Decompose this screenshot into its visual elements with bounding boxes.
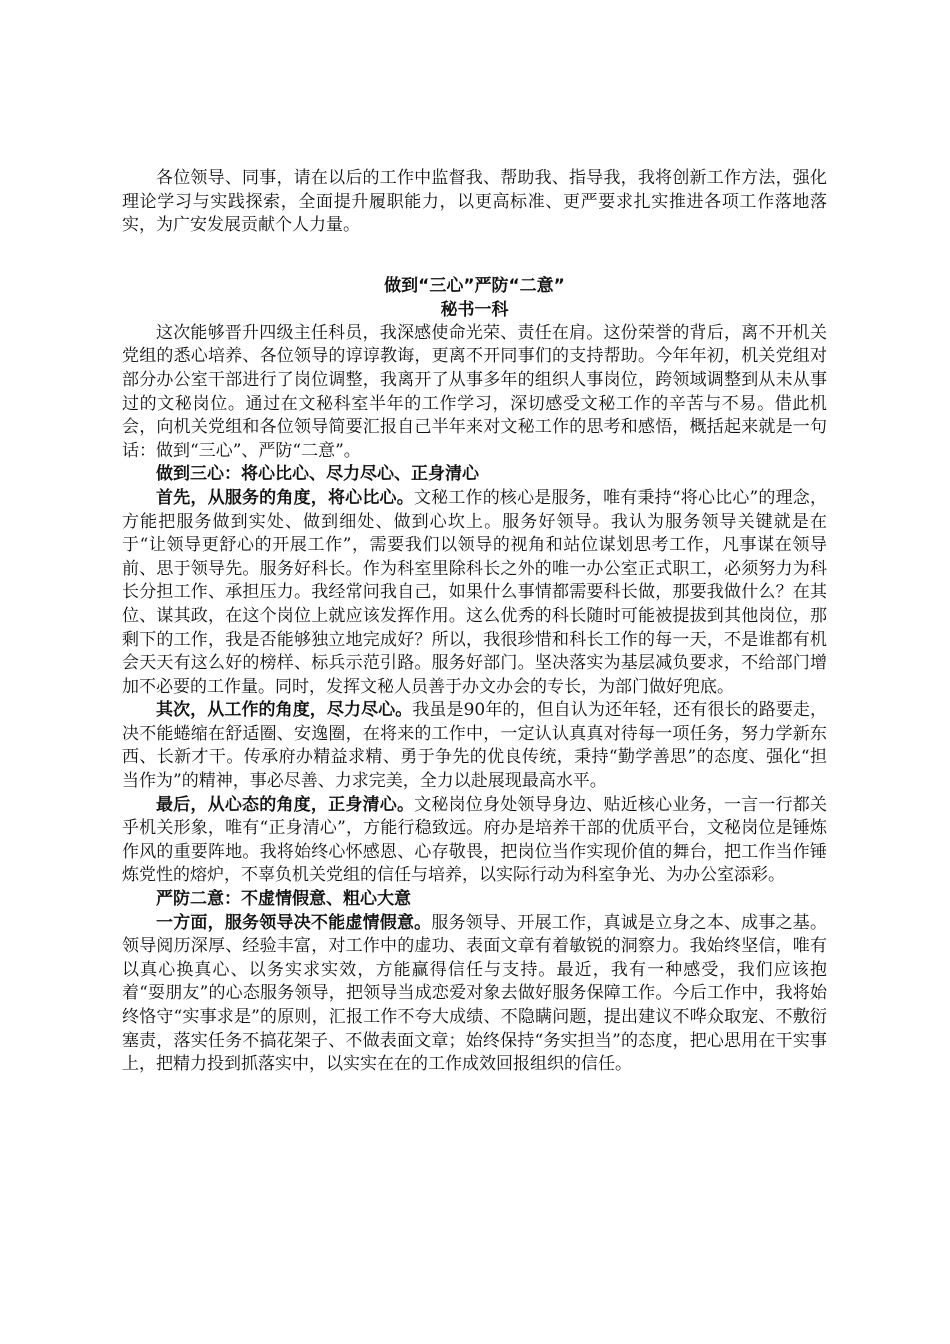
paragraph-body: 文秘工作的核心是服务，唯有秉持“将心比心”的理念，方能把服务做到实处、做到细处、做到心坎上。服务好领导。我认为服务领导关键就是在于“让领导更舒心的开展工作”，需要我们以领导的视角和站位谋划思考工作，凡事谋在领导前、思于领导先。服务好科长。作为科室里除科长之外的唯一办公室正式职工，必须努力为科长分担工作、承担压力。我经常问我自己，如果什么事情都需要科长做，那要我做什么？在其位、谋其政，在这个岗位上就应该发挥作用。这么优秀的科长随时可能被提拔到其他岗位，那剩下的工作，我是否能够独立地完成好？所以，我很珍惜和科长工作的每一天，不是谁都有机会天天有这么好的榜样、标兵示范引路。服务好部门。坚决落实为基层减负要求，不给部门增加不必要的工作量。同时，发挥文秘人员善于办文办会的专长，为部门做好兜底。: [122, 487, 828, 697]
paragraph-lead: 首先，从服务的角度，将心比心。: [156, 487, 414, 508]
document-page: [122, 167, 827, 1077]
paragraph-service: [122, 487, 827, 699]
paragraph-body: 服务领导、开展工作，真诚是立身之本、成事之基。领导阅历深厚、经验丰富，对工作中的虚功、表面文章有着敏锐的洞察力。我始终坚信，唯有以真心换真心、以务实求实效，方能赢得信任与支持。最近，我有一种感受，我们应该抱着“耍朋友”的心态服务领导，把领导当成恋爱对象去做好服务保障工作。今后工作中，我将始终恪守“实事求是”的原则，汇报工作不夸大成绩、不隐瞒问题，提出建议不哗众取宠、不敷衍塞责，落实任务不搞花架子、不做表面文章；始终保持“务实担当”的态度，把心思用在干实事上，把精力投到抓落实中，以实实在在的工作成效回报组织的信任。: [122, 912, 828, 1075]
opening-paragraph: 这次能够晋升四级主任科员，我深感使命光荣、责任在肩。这份荣誉的背后，离不开机关党组的悉心培养、各位领导的谆谆教诲，更离不开同事们的支持帮助。今年年初，机关党组对部分办公室干部进行了岗位调整，我离开了从事多年的组织人事岗位，跨领域调整到从未从事过的文秘岗位。通过在文秘科室半年的工作学习，深切感受文秘工作的辛苦与不易。借此机会，向机关党组和各位领导简要汇报自己半年来对文秘工作的思考和感悟，概括起来就是一句话：做到“三心”、严防“二意”。: [122, 322, 827, 461]
paragraph-lead: 一方面，服务领导决不能虚情假意。: [156, 912, 432, 933]
section-heading-three-hearts: 做到三心：将心比心、尽力尽心、正身清心: [156, 464, 479, 485]
section-heading-two-intents: 严防二意：不虚情假意、粗心大意: [156, 889, 411, 910]
paragraph-lead: 最后，从心态的角度，正身清心。: [156, 794, 415, 815]
paragraph-body: 文秘岗位身处领导身边、贴近核心业务，一言一行都关乎机关形象，唯有“正身清心”，方能行稳致远。府办是培养干部的优质平台，文秘岗位是锤炼作风的重要阵地。我将始终心怀感恩、心存敬畏，把岗位当作实现价值的舞台，把工作当作锤炼党性的熔炉，不辜负机关党组的信任与培养，以实际行动为科室争光、为办公室添彩。: [122, 794, 828, 886]
article-author: 秘书一科: [440, 299, 509, 320]
paragraph-work: [122, 699, 827, 793]
intro-paragraph: 各位领导、同事，请在以后的工作中监督我、帮助我、指导我，我将创新工作方法，强化理论学习与实践探索，全面提升履职能力，以更高标准、更严要求扎实推进各项工作落地落实，为广安发展贡献个人力量。: [122, 168, 827, 236]
section-gap: [122, 238, 827, 274]
paragraph-body: 我虽是90年的，但自认为还年轻，还有很长的路要走，决不能蜷缩在舒适圈、安逸圈，在将来的工作中，一定认认真真对待每一项任务，努力学新东西、长新才干。传承府办精益求精、勇于争先的优良传统，秉持“勤学善思”的态度、强化“担当作为”的精神，事必尽善、力求完美，全力以赴展现最高水平。: [122, 700, 827, 792]
article-title: 做到“三心”严防“二意”: [384, 275, 565, 296]
paragraph-sincerity: [122, 912, 827, 1077]
paragraph-mindset: [122, 794, 827, 888]
paragraph-lead: 其次，从工作的角度，尽力尽心。: [156, 700, 413, 721]
